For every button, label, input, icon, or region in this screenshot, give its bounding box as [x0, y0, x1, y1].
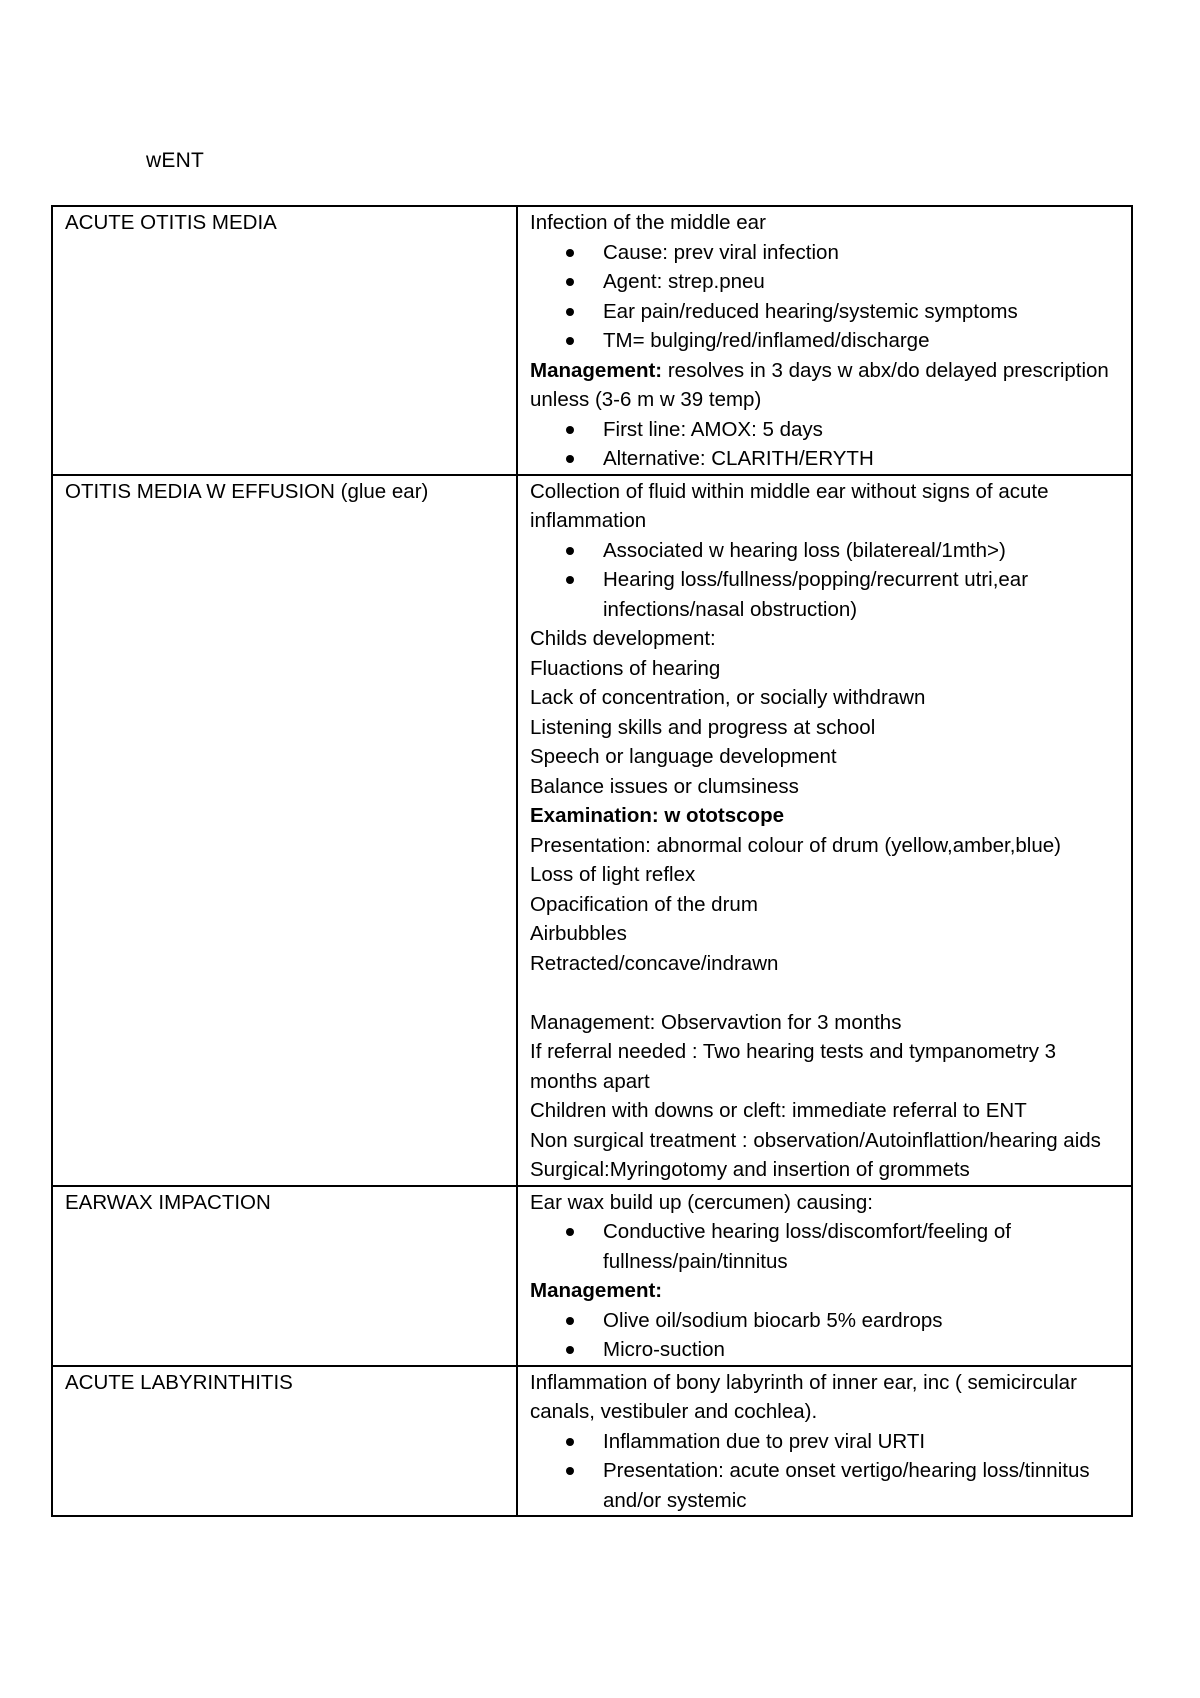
bullet-item: Ear pain/reduced hearing/systemic symptoms — [530, 297, 1121, 327]
bullet-item: Cause: prev viral infection — [530, 238, 1121, 268]
bullet-item: Agent: strep.pneu — [530, 267, 1121, 297]
detail-line: Ear wax build up (cercumen) causing: — [530, 1190, 873, 1214]
condition-name-cell — [52, 1186, 517, 1366]
bullet-item: Inflammation due to prev viral URTI — [530, 1427, 1121, 1457]
condition-name: EARWAX IMPACTION — [65, 1190, 271, 1214]
section-label: Management: — [530, 358, 663, 382]
detail-line: Retracted/concave/indrawn — [530, 951, 779, 975]
detail-line: Collection of fluid within middle ear without signs of acute inflammation — [530, 479, 1049, 532]
detail-line: Fluactions of hearing — [530, 656, 721, 680]
document-heading: wENT — [146, 149, 204, 172]
bullet-item: Conductive hearing loss/discomfort/feeling of fullness/pain/tinnitus — [530, 1217, 1121, 1276]
detail-line: Surgical:Myringotomy and insertion of grommets — [530, 1158, 970, 1181]
condition-details-cell — [517, 1366, 1132, 1517]
bullet-item: First line: AMOX: 5 days — [530, 415, 1121, 445]
blank-line — [530, 978, 1121, 1008]
detail-line: Management: Observavtion for 3 months — [530, 1010, 902, 1034]
detail-line: Loss of light reflex — [530, 863, 696, 886]
condition-name-cell — [52, 206, 517, 475]
bullet-item: Hearing loss/fullness/popping/recurrent utri,ear infections/nasal obstruction) — [530, 565, 1121, 624]
table-row — [52, 475, 1132, 1186]
condition-name-cell — [52, 475, 517, 1186]
detail-line: Non surgical treatment : observation/Autoinflattion/hearing aids — [530, 1128, 1101, 1152]
condition-name: ACUTE LABYRINTHITIS — [65, 1370, 293, 1394]
table-row — [52, 206, 1132, 475]
detail-line: Inflammation of bony labyrinth of inner ear, inc ( semicircular canals, vestibuler and cochlea). — [530, 1370, 1077, 1423]
detail-line: Infection of the middle ear — [530, 211, 766, 234]
ent-notes-table — [51, 205, 1133, 1517]
bullet-item: TM= bulging/red/inflamed/discharge — [530, 326, 1121, 356]
detail-line: Opacification of the drum — [530, 892, 758, 916]
detail-line: Balance issues or clumsiness — [530, 774, 799, 798]
detail-line — [530, 356, 1121, 415]
table-row — [52, 1186, 1132, 1366]
condition-name: ACUTE OTITIS MEDIA — [65, 211, 277, 234]
condition-details-cell — [517, 475, 1132, 1186]
bullet-item: Associated w hearing loss (bilatereal/1mth>) — [530, 536, 1121, 566]
detail-line: Childs development: — [530, 627, 716, 650]
bullet-item: Olive oil/sodium biocarb 5% eardrops — [530, 1306, 1121, 1336]
detail-line: Airbubbles — [530, 922, 627, 945]
detail-line: Speech or language development — [530, 745, 837, 768]
bullet-item: Alternative: CLARITH/ERYTH — [530, 444, 1121, 474]
section-label: Management: — [530, 1279, 663, 1302]
table-row — [52, 1366, 1132, 1517]
bullet-item: Presentation: acute onset vertigo/hearing loss/tinnitus and/or systemic — [530, 1456, 1121, 1515]
section-label: Examination: w ototscope — [530, 804, 784, 827]
condition-details-cell — [517, 1186, 1132, 1366]
detail-line: If referral needed : Two hearing tests and tympanometry 3 months apart — [530, 1040, 1057, 1093]
detail-line: Listening skills and progress at school — [530, 715, 876, 739]
condition-details-cell — [517, 206, 1132, 475]
detail-text: resolves in 3 days w abx/do delayed prescription unless (3-6 m w 39 temp) — [530, 358, 1109, 411]
detail-line: Lack of concentration, or socially withdrawn — [530, 686, 926, 709]
condition-name-cell — [52, 1366, 517, 1517]
condition-name: OTITIS MEDIA W EFFUSION (glue ear) — [65, 479, 429, 503]
detail-line: Children with downs or cleft: immediate referral to ENT — [530, 1099, 1027, 1122]
bullet-item: Micro-suction — [530, 1335, 1121, 1365]
detail-line: Presentation: abnormal colour of drum (yellow,amber,blue) — [530, 833, 1061, 857]
